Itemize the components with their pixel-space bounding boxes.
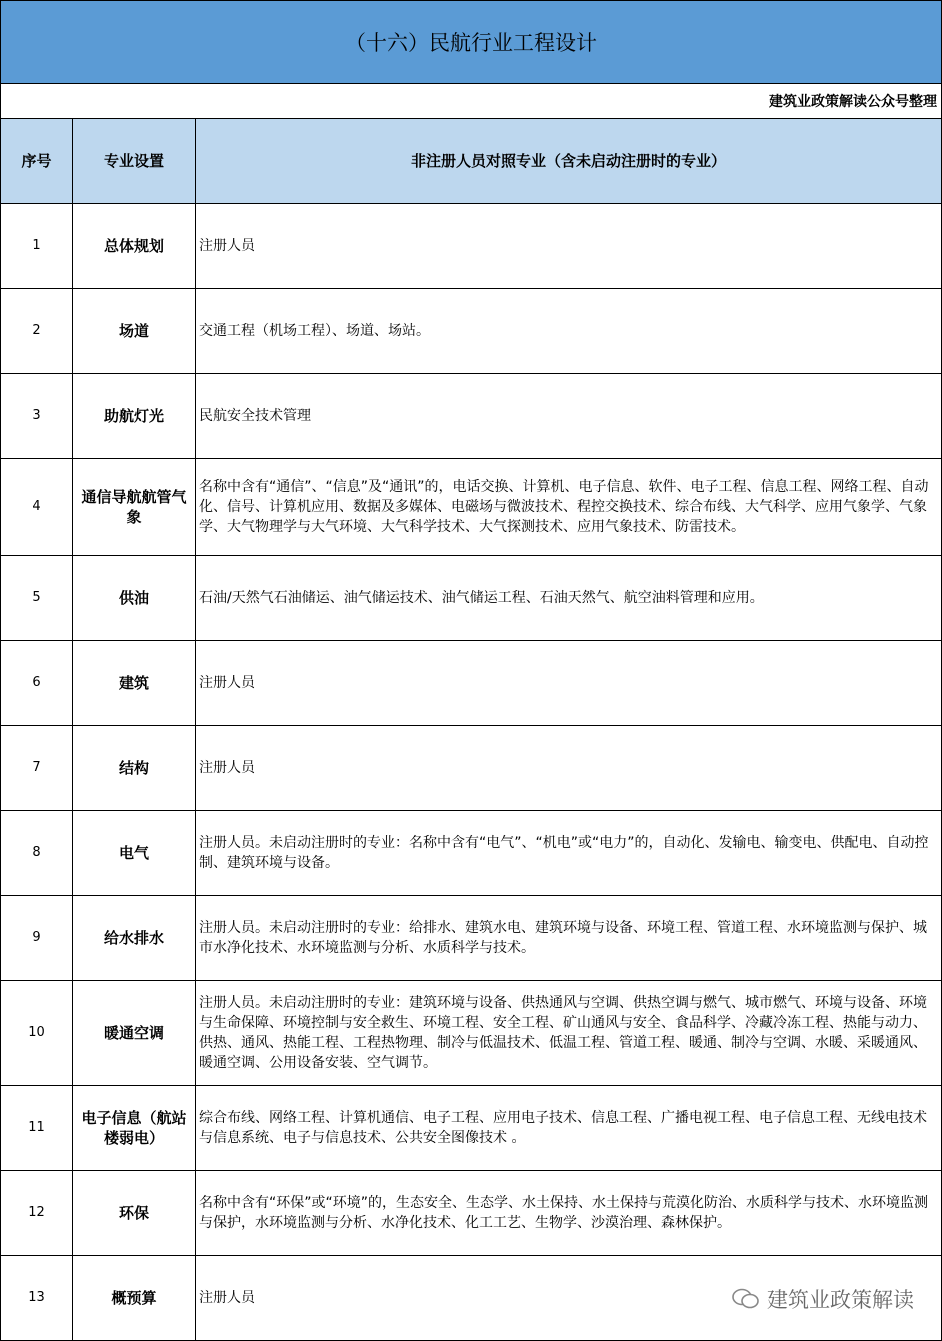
table-row [1, 556, 942, 641]
majors-table [0, 118, 942, 1341]
table-row [1, 374, 942, 459]
major-name: 电子信息（航站楼弱电） [73, 1086, 196, 1171]
row-number: 6 [1, 641, 73, 726]
header-desc: 非注册人员对照专业（含未启动注册时的专业） [196, 119, 942, 204]
header-no: 序号 [1, 119, 73, 204]
row-number: 4 [1, 459, 73, 556]
table-row [1, 726, 942, 811]
equivalent-majors: 综合布线、网络工程、计算机通信、电子工程、应用电子技术、信息工程、广播电视工程、电子信息工程、无线电技术与信息系统、电子与信息技术、公共安全图像技术 。 [196, 1086, 942, 1171]
major-name: 建筑 [73, 641, 196, 726]
major-name: 通信导航航管气象 [73, 459, 196, 556]
table-row [1, 641, 942, 726]
source-note: 建筑业政策解读公众号整理 [0, 84, 942, 118]
table-row [1, 1086, 942, 1171]
row-number: 3 [1, 374, 73, 459]
equivalent-majors: 交通工程（机场工程）、场道、场站。 [196, 289, 942, 374]
equivalent-majors: 石油/天然气石油储运、油气储运技术、油气储运工程、石油天然气、航空油料管理和应用。 [196, 556, 942, 641]
equivalent-majors: 注册人员 [196, 204, 942, 289]
watermark [731, 1284, 914, 1314]
equivalent-majors: 名称中含有“通信”、“信息”及“通讯”的，电话交换、计算机、电子信息、软件、电子工程、信息工程、网络工程、自动化、信号、计算机应用、数据及多媒体、电磁场与微波技术、程控交换技术、综合布线、大气科学、应用气象学、气象学、大气物理学与大气环境、大气科学技术、大气探测技术、应用气象技术、防雷技术。 [196, 459, 942, 556]
watermark-text: 建筑业政策解读 [767, 1288, 914, 1312]
equivalent-majors: 注册人员 [196, 726, 942, 811]
major-name: 电气 [73, 811, 196, 896]
row-number: 12 [1, 1171, 73, 1256]
row-number: 10 [1, 981, 73, 1086]
major-name: 环保 [73, 1171, 196, 1256]
major-name: 概预算 [73, 1256, 196, 1341]
table-row [1, 1171, 942, 1256]
table-row [1, 981, 942, 1086]
row-number: 9 [1, 896, 73, 981]
major-name: 场道 [73, 289, 196, 374]
major-name: 给水排水 [73, 896, 196, 981]
equivalent-majors: 注册人员。未启动注册时的专业：建筑环境与设备、供热通风与空调、供热空调与燃气、城市燃气、环境与设备、环境与生命保障、环境控制与安全救生、环境工程、安全工程、矿山通风与安全、食品科学、冷藏冷冻工程、热能与动力、供热、通风、热能工程、工程热物理、制冷与低温技术、低温工程、管道工程、暖通、制冷与空调、水暖、采暖通风、暖通空调、公用设备安装、空气调节。 [196, 981, 942, 1086]
major-name: 供油 [73, 556, 196, 641]
row-number: 11 [1, 1086, 73, 1171]
table-row [1, 204, 942, 289]
page-title [0, 0, 942, 84]
row-number: 2 [1, 289, 73, 374]
row-number: 5 [1, 556, 73, 641]
equivalent-majors: 名称中含有“环保”或“环境”的，生态安全、生态学、水土保持、水土保持与荒漠化防治、水质科学与技术、水环境监测与保护，水环境监测与分析、水净化技术、化工工艺、生物学、沙漠治理、森林保护。 [196, 1171, 942, 1256]
table-row [1, 811, 942, 896]
table-row [1, 459, 942, 556]
equivalent-majors: 民航安全技术管理 [196, 374, 942, 459]
equivalent-majors: 注册人员。未启动注册时的专业：名称中含有“电气”、“机电”或“电力”的，自动化、发输电、输变电、供配电、自动控制、建筑环境与设备。 [196, 811, 942, 896]
equivalent-majors: 注册人员 [196, 1256, 942, 1341]
equivalent-majors: 注册人员。未启动注册时的专业：给排水、建筑水电、建筑环境与设备、环境工程、管道工程、水环境监测与保护、城市水净化技术、水环境监测与分析、水质科学与技术。 [196, 896, 942, 981]
row-number: 8 [1, 811, 73, 896]
row-number: 1 [1, 204, 73, 289]
major-name: 总体规划 [73, 204, 196, 289]
table-row [1, 896, 942, 981]
major-name: 结构 [73, 726, 196, 811]
major-name: 助航灯光 [73, 374, 196, 459]
header-major: 专业设置 [73, 119, 196, 204]
page-title-text: （十六）民航行业工程设计 [345, 31, 597, 55]
wechat-icon [731, 1287, 761, 1311]
row-number: 7 [1, 726, 73, 811]
table-row [1, 289, 942, 374]
equivalent-majors: 注册人员 [196, 641, 942, 726]
row-number: 13 [1, 1256, 73, 1341]
table-header-row [1, 119, 942, 204]
major-name: 暖通空调 [73, 981, 196, 1086]
